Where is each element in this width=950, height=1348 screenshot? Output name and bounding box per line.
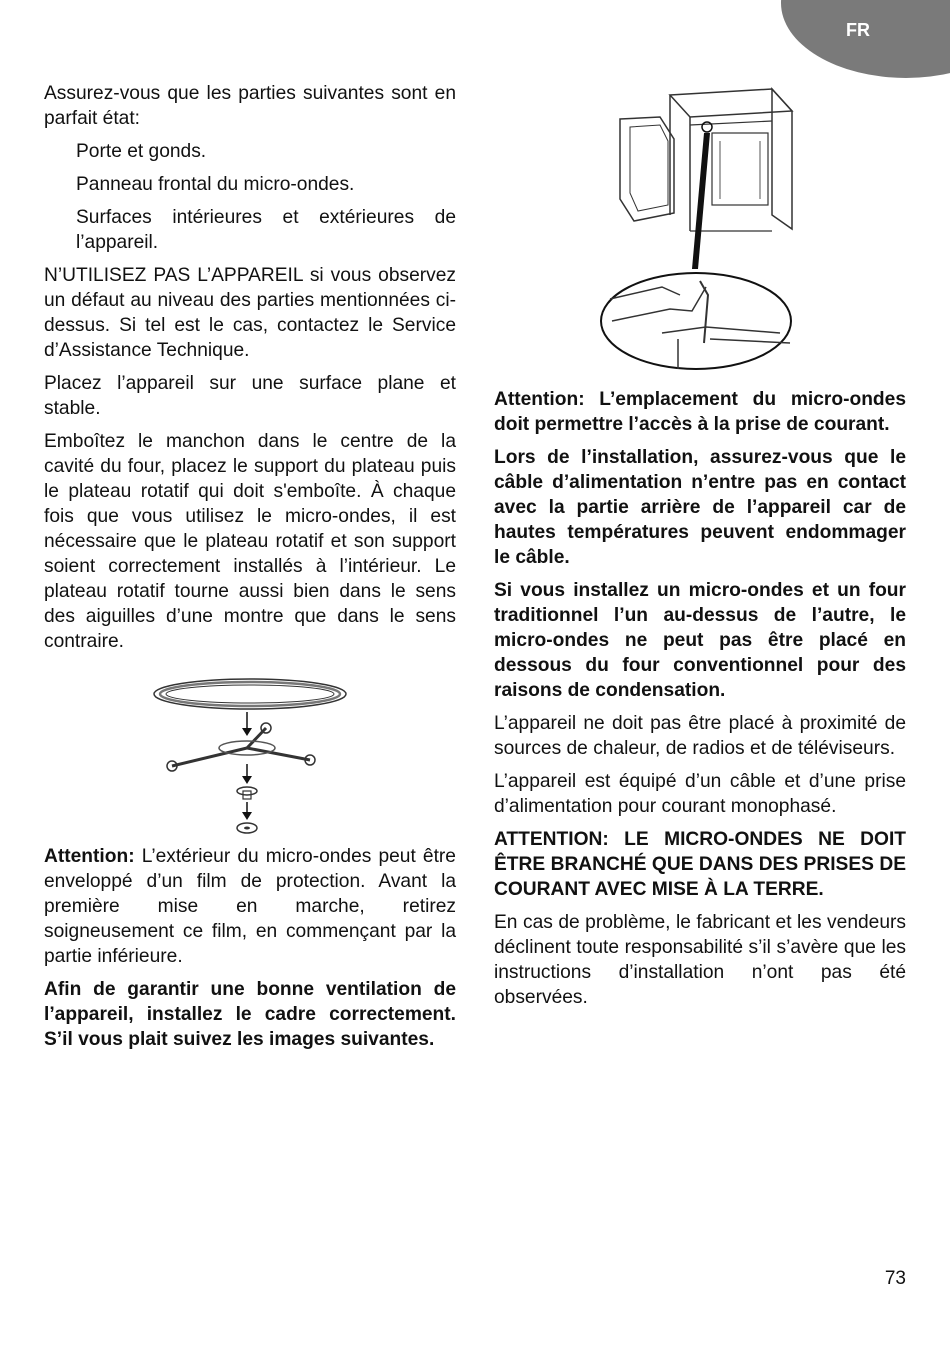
turntable-assembly-illustration [150,672,350,842]
page-number: 73 [884,1268,906,1289]
attention-text: L’extérieur du micro-ondes peut être enveloppé d’un film de protection. Avant la première mise en marche, retirez soigneusement ce film, en commençant par la partie inférieure. [44,846,456,967]
right-column [494,81,906,1018]
paragraph: Attention: L’emplacement du micro-ondes doit permettre l’accès à la prise de courant. [494,389,906,435]
paragraph: L’appareil est équipé d’un câble et d’une prise d’alimentation pour courant monophasé. [494,771,906,817]
paragraph: L’appareil ne doit pas être placé à proximité de sources de chaleur, de radios et de téléviseurs. [494,713,906,759]
paragraph: N’UTILISEZ PAS L’APPAREIL si vous observez un défaut au niveau des parties mentionnées ci-dessus. Si tel est le cas, contactez le Service d’Assistance Technique. [44,265,456,361]
paragraph: En cas de problème, le fabricant et les vendeurs déclinent toute responsabilité s’il s’avère que les instructions d’installation n’ont pas été observées. [494,912,906,1008]
paragraph: Lors de l’installation, assurez-vous que le câble d’alimentation n’entre pas en contact avec la partie arrière de l’appareil car de hautes températures peuvent endommager le câble. [494,447,906,568]
paragraph: Assurez-vous que les parties suivantes sont en parfait état: [44,83,456,129]
attention-label: Attention: [44,846,135,867]
paragraph: Emboîtez le manchon dans le centre de la cavité du four, placez le support du plateau puis le plateau rotatif qui doit s'emboîte. À chaque fois que vous utilisez le micro-ondes, il est nécessaire que le plateau rotatif et son support soient correctement installés à l’intérieur. Le plateau rotatif tourne aussi bien dans le sens des aiguilles d’une montre que dans le sens contraire. [44,431,456,652]
list-item: Porte et gonds. [76,141,207,162]
grounding-warning: ATTENTION: LE MICRO-ONDES NE DOIT ÊTRE BRANCHÉ QUE DANS DES PRISES DE COURANT AVEC MISE À LA TERRE. [494,829,906,900]
left-column [44,81,456,1060]
paragraph: Placez l’appareil sur une surface plane et stable. [44,373,456,419]
attention-paragraph [44,844,456,969]
paragraph: Si vous installez un micro-ondes et un four traditionnel l’un au-dessus de l’autre, le micro-ondes ne peut pas être placé en dessous du four conventionnel pour des raisons de condensation. [494,580,906,701]
list-item: Surfaces intérieures et extérieures de l’appareil. [76,207,456,253]
language-label: FR [846,20,870,40]
list-item: Panneau frontal du micro-ondes. [76,174,355,195]
ventilation-note: Afin de garantir une bonne ventilation de l’appareil, installez le cadre correctement. S’il vous plait suivez les images suivantes. [44,979,456,1050]
cabinet-installation-illustration [600,81,800,373]
